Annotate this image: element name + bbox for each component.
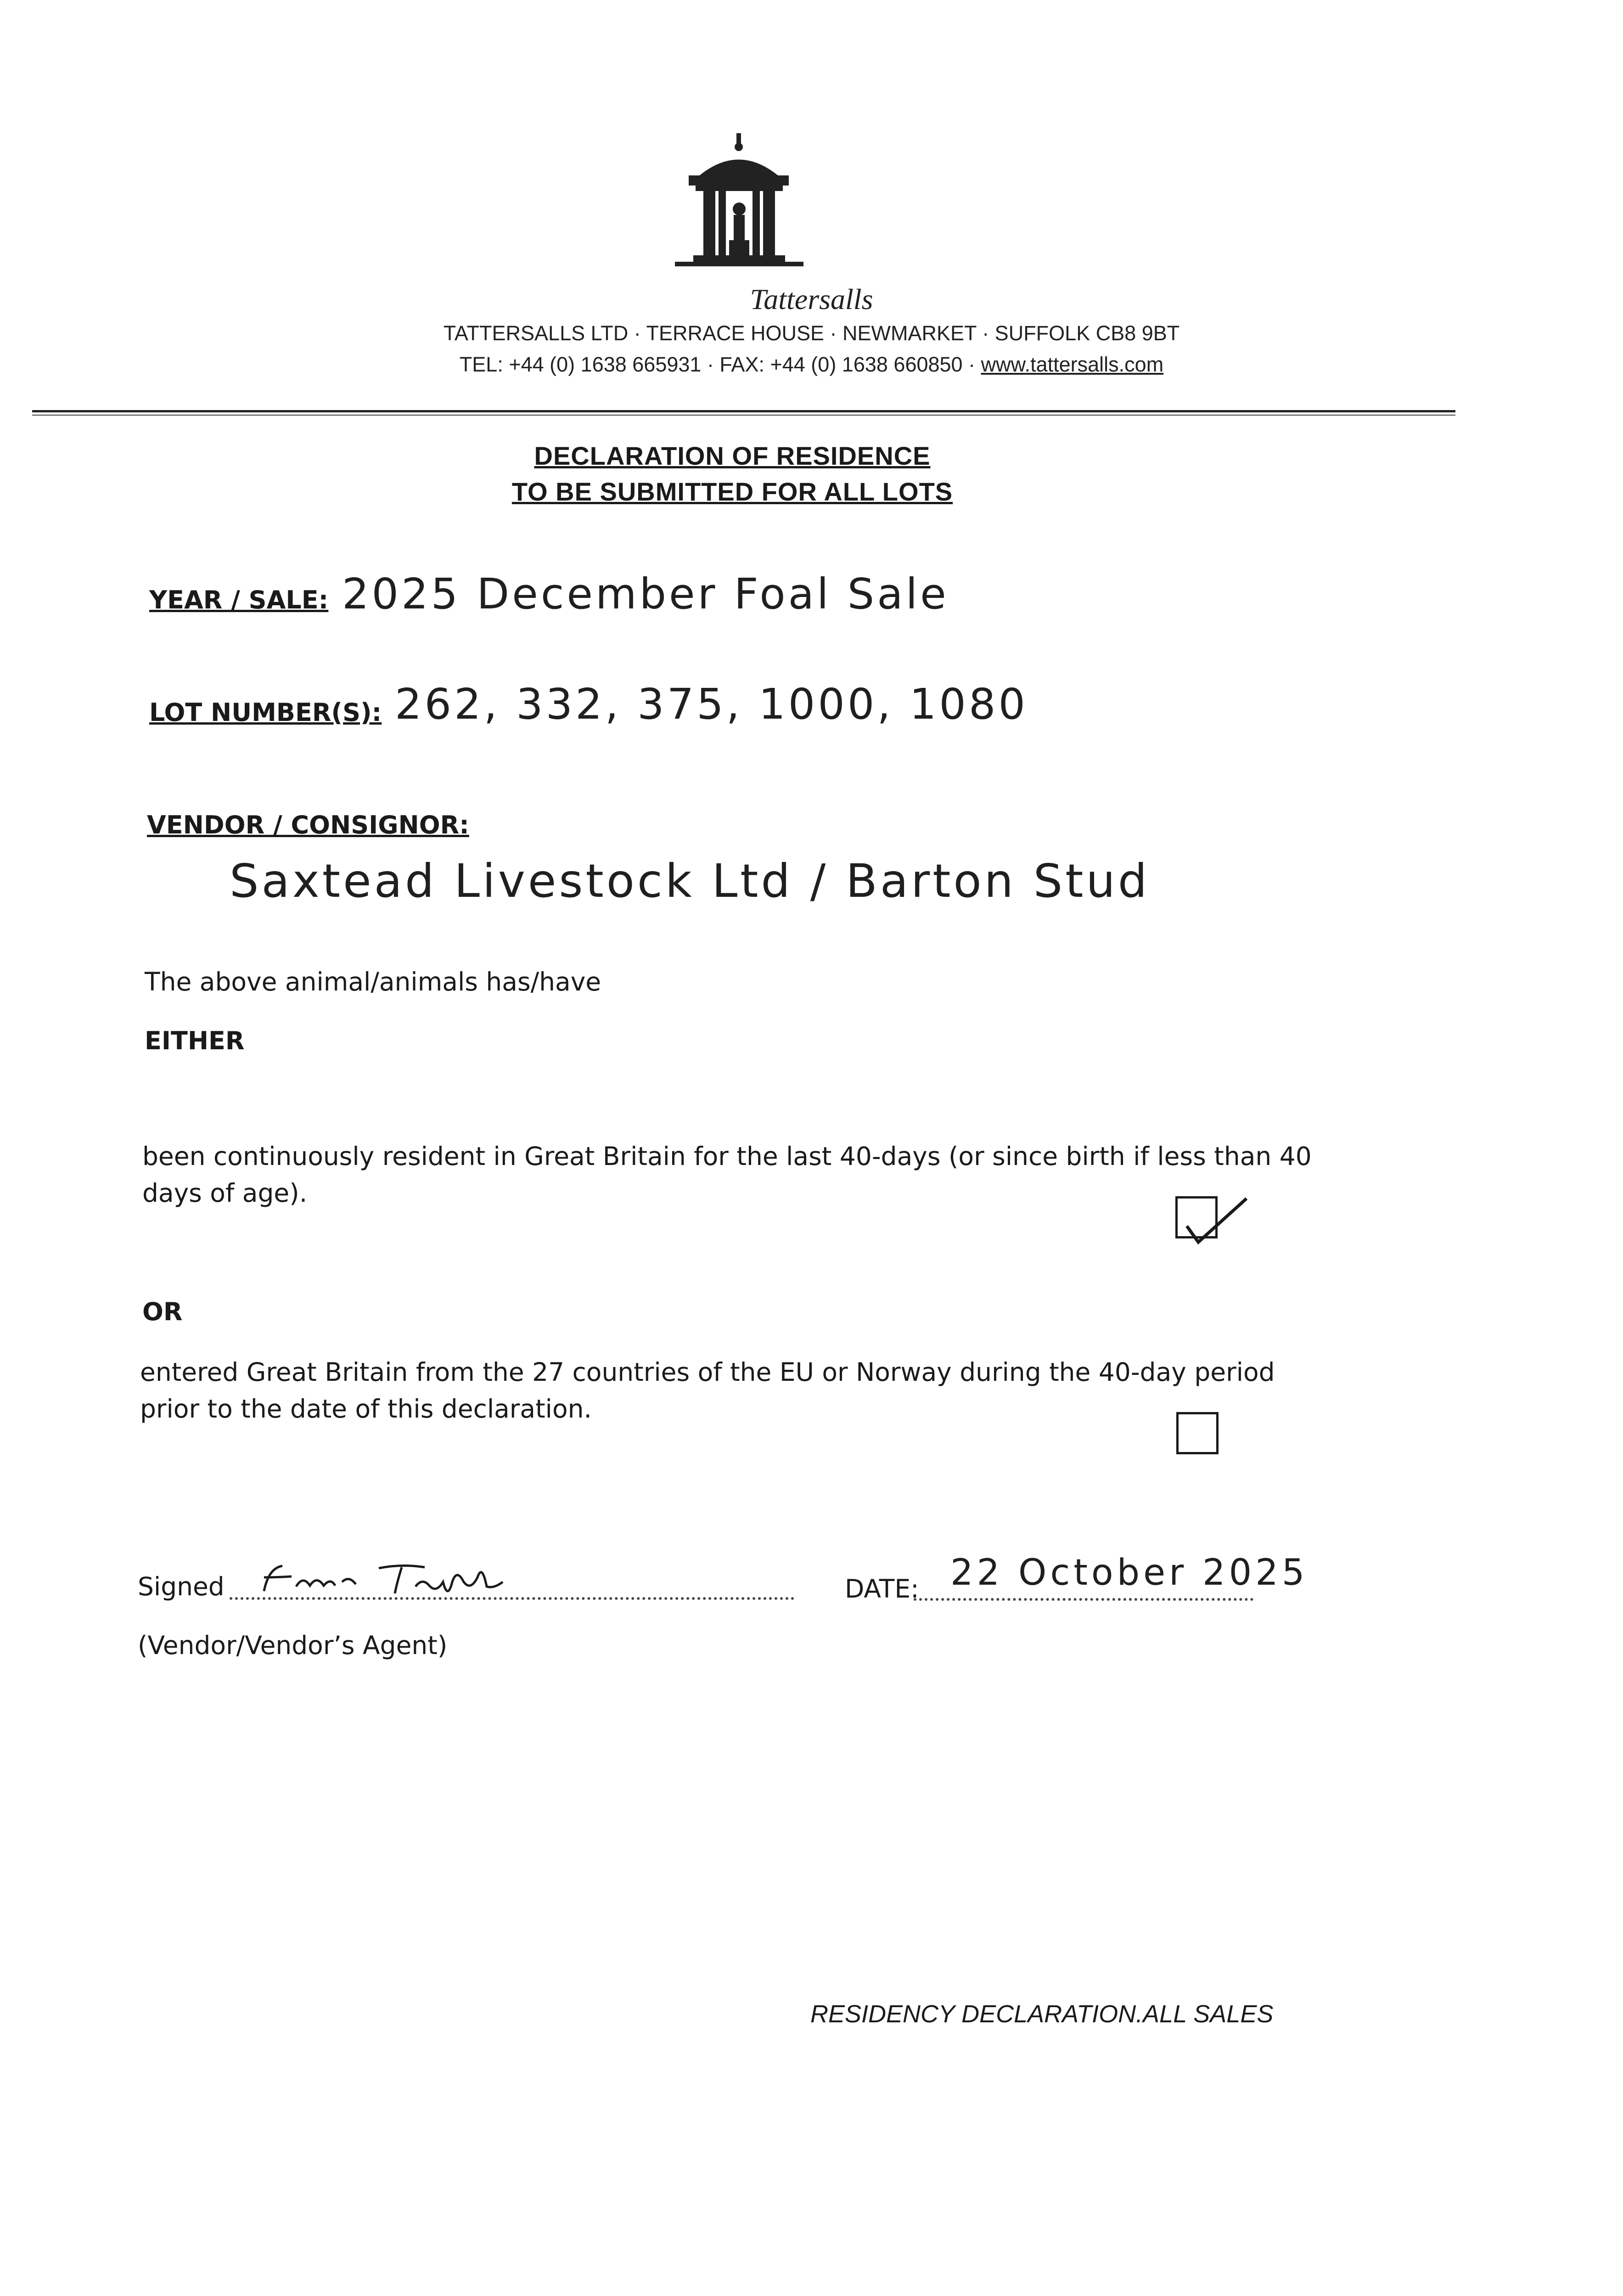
vendor-label: VENDOR / CONSIGNOR: bbox=[147, 810, 469, 839]
website-link[interactable]: www.tattersalls.com bbox=[981, 353, 1164, 376]
lot-numbers-value[interactable]: 262, 332, 375, 1000, 1080 bbox=[395, 680, 1028, 729]
option1-text: been continuously resident in Great Britain for the last 40-days (or since birth if less than 40 days of age). bbox=[142, 1142, 1312, 1208]
year-sale-label: YEAR / SALE: bbox=[149, 585, 329, 614]
intro-text: The above animal/animals has/have bbox=[145, 967, 601, 996]
date-line bbox=[914, 1598, 1253, 1601]
year-sale-value[interactable]: 2025 December Foal Sale bbox=[342, 569, 949, 619]
header-divider bbox=[32, 410, 1455, 412]
contact-numbers: TEL: +44 (0) 1638 665931 · FAX: +44 (0) 1638 660850 · bbox=[459, 353, 981, 376]
signature-image-icon bbox=[255, 1550, 530, 1600]
option2-checkbox[interactable] bbox=[1176, 1412, 1219, 1454]
signed-label: Signed bbox=[138, 1572, 225, 1601]
footer-reference: RESIDENCY DECLARATION.ALL SALES bbox=[810, 2000, 1274, 2028]
or-label: OR bbox=[142, 1297, 183, 1326]
form-title: DECLARATION OF RESIDENCE bbox=[534, 441, 931, 470]
date-label: DATE: bbox=[845, 1574, 919, 1604]
rotunda-logo-icon bbox=[670, 133, 808, 285]
option1-checkbox[interactable] bbox=[1175, 1196, 1218, 1238]
date-value[interactable]: 22 October 2025 bbox=[950, 1552, 1309, 1593]
company-contact bbox=[0, 353, 1623, 377]
form-subtitle: TO BE SUBMITTED FOR ALL LOTS bbox=[511, 477, 953, 506]
signature-handwritten[interactable] bbox=[255, 1550, 530, 1600]
header-divider-thin bbox=[32, 415, 1455, 416]
checkmark-icon bbox=[1173, 1189, 1265, 1244]
vendor-value[interactable]: Saxtead Livestock Ltd / Barton Stud bbox=[230, 854, 1150, 908]
either-label: EITHER bbox=[145, 1026, 245, 1055]
company-address: TATTERSALLS LTD · TERRACE HOUSE · NEWMARKET · SUFFOLK CB8 9BT bbox=[443, 321, 1180, 345]
brand-name: Tattersalls bbox=[750, 283, 873, 315]
lot-numbers-label: LOT NUMBER(S): bbox=[149, 698, 382, 727]
tattersalls-logo bbox=[670, 133, 808, 285]
option2-text: entered Great Britain from the 27 countries of the EU or Norway during the 40-day period prior to the date of this declaration. bbox=[140, 1357, 1275, 1424]
signer-role: (Vendor/Vendor’s Agent) bbox=[138, 1631, 448, 1660]
